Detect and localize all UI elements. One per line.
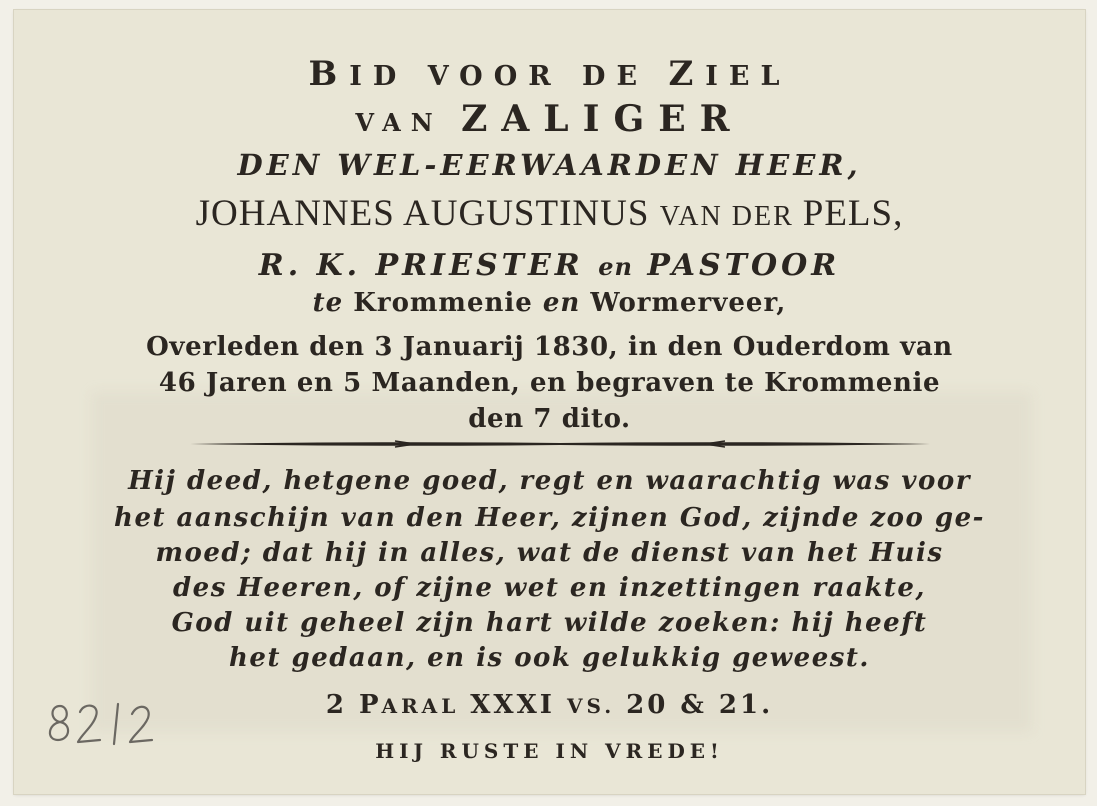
heading-line-1: BID VOOR DE ZIEL [308,54,791,94]
office-line: R. K. PRIESTER en PASTOOR [258,248,841,283]
memorial-card [14,10,1085,794]
death-line-1: Overleden den 3 Januarij 1830, in den Ouderdom van [146,332,953,362]
heading-line-2: VAN ZALIGER [355,98,744,140]
quote-line: God uit geheel zijn hart wilde zoeken: hij heeft [171,608,928,638]
quote-line: des Heeren, of zijne wet en inzettingen raakte, [173,573,926,603]
quote-line: Hij deed, hetgene goed, regt en waarachtig was voor [128,466,971,496]
quote-line: moed; dat hij in alles, wat de dienst van het Huis [155,538,944,568]
death-line-3: den 7 dito. [468,404,631,434]
place-line: te Krommenie en Wormerveer, [312,288,787,318]
ornamental-divider [190,438,930,450]
title-line: DEN WEL-EERWAARDEN HEER, [237,148,862,182]
handwritten-number [38,696,188,766]
closing-line: HIJ RUSTE IN VREDE! [375,739,724,763]
name-line: JOHANNES AUGUSTINUS VAN DER PELS, [195,193,904,234]
scripture-reference: 2 PARAL XXXI VS. 20 & 21. [325,690,774,720]
quote-line: het gedaan, en is ook gelukkig geweest. [229,643,870,673]
quote-line: het aanschijn van den Heer, zijnen God, zijnde zoo ge- [114,503,985,533]
death-line-2: 46 Jaren en 5 Maanden, en begraven te Krommenie [158,368,941,398]
